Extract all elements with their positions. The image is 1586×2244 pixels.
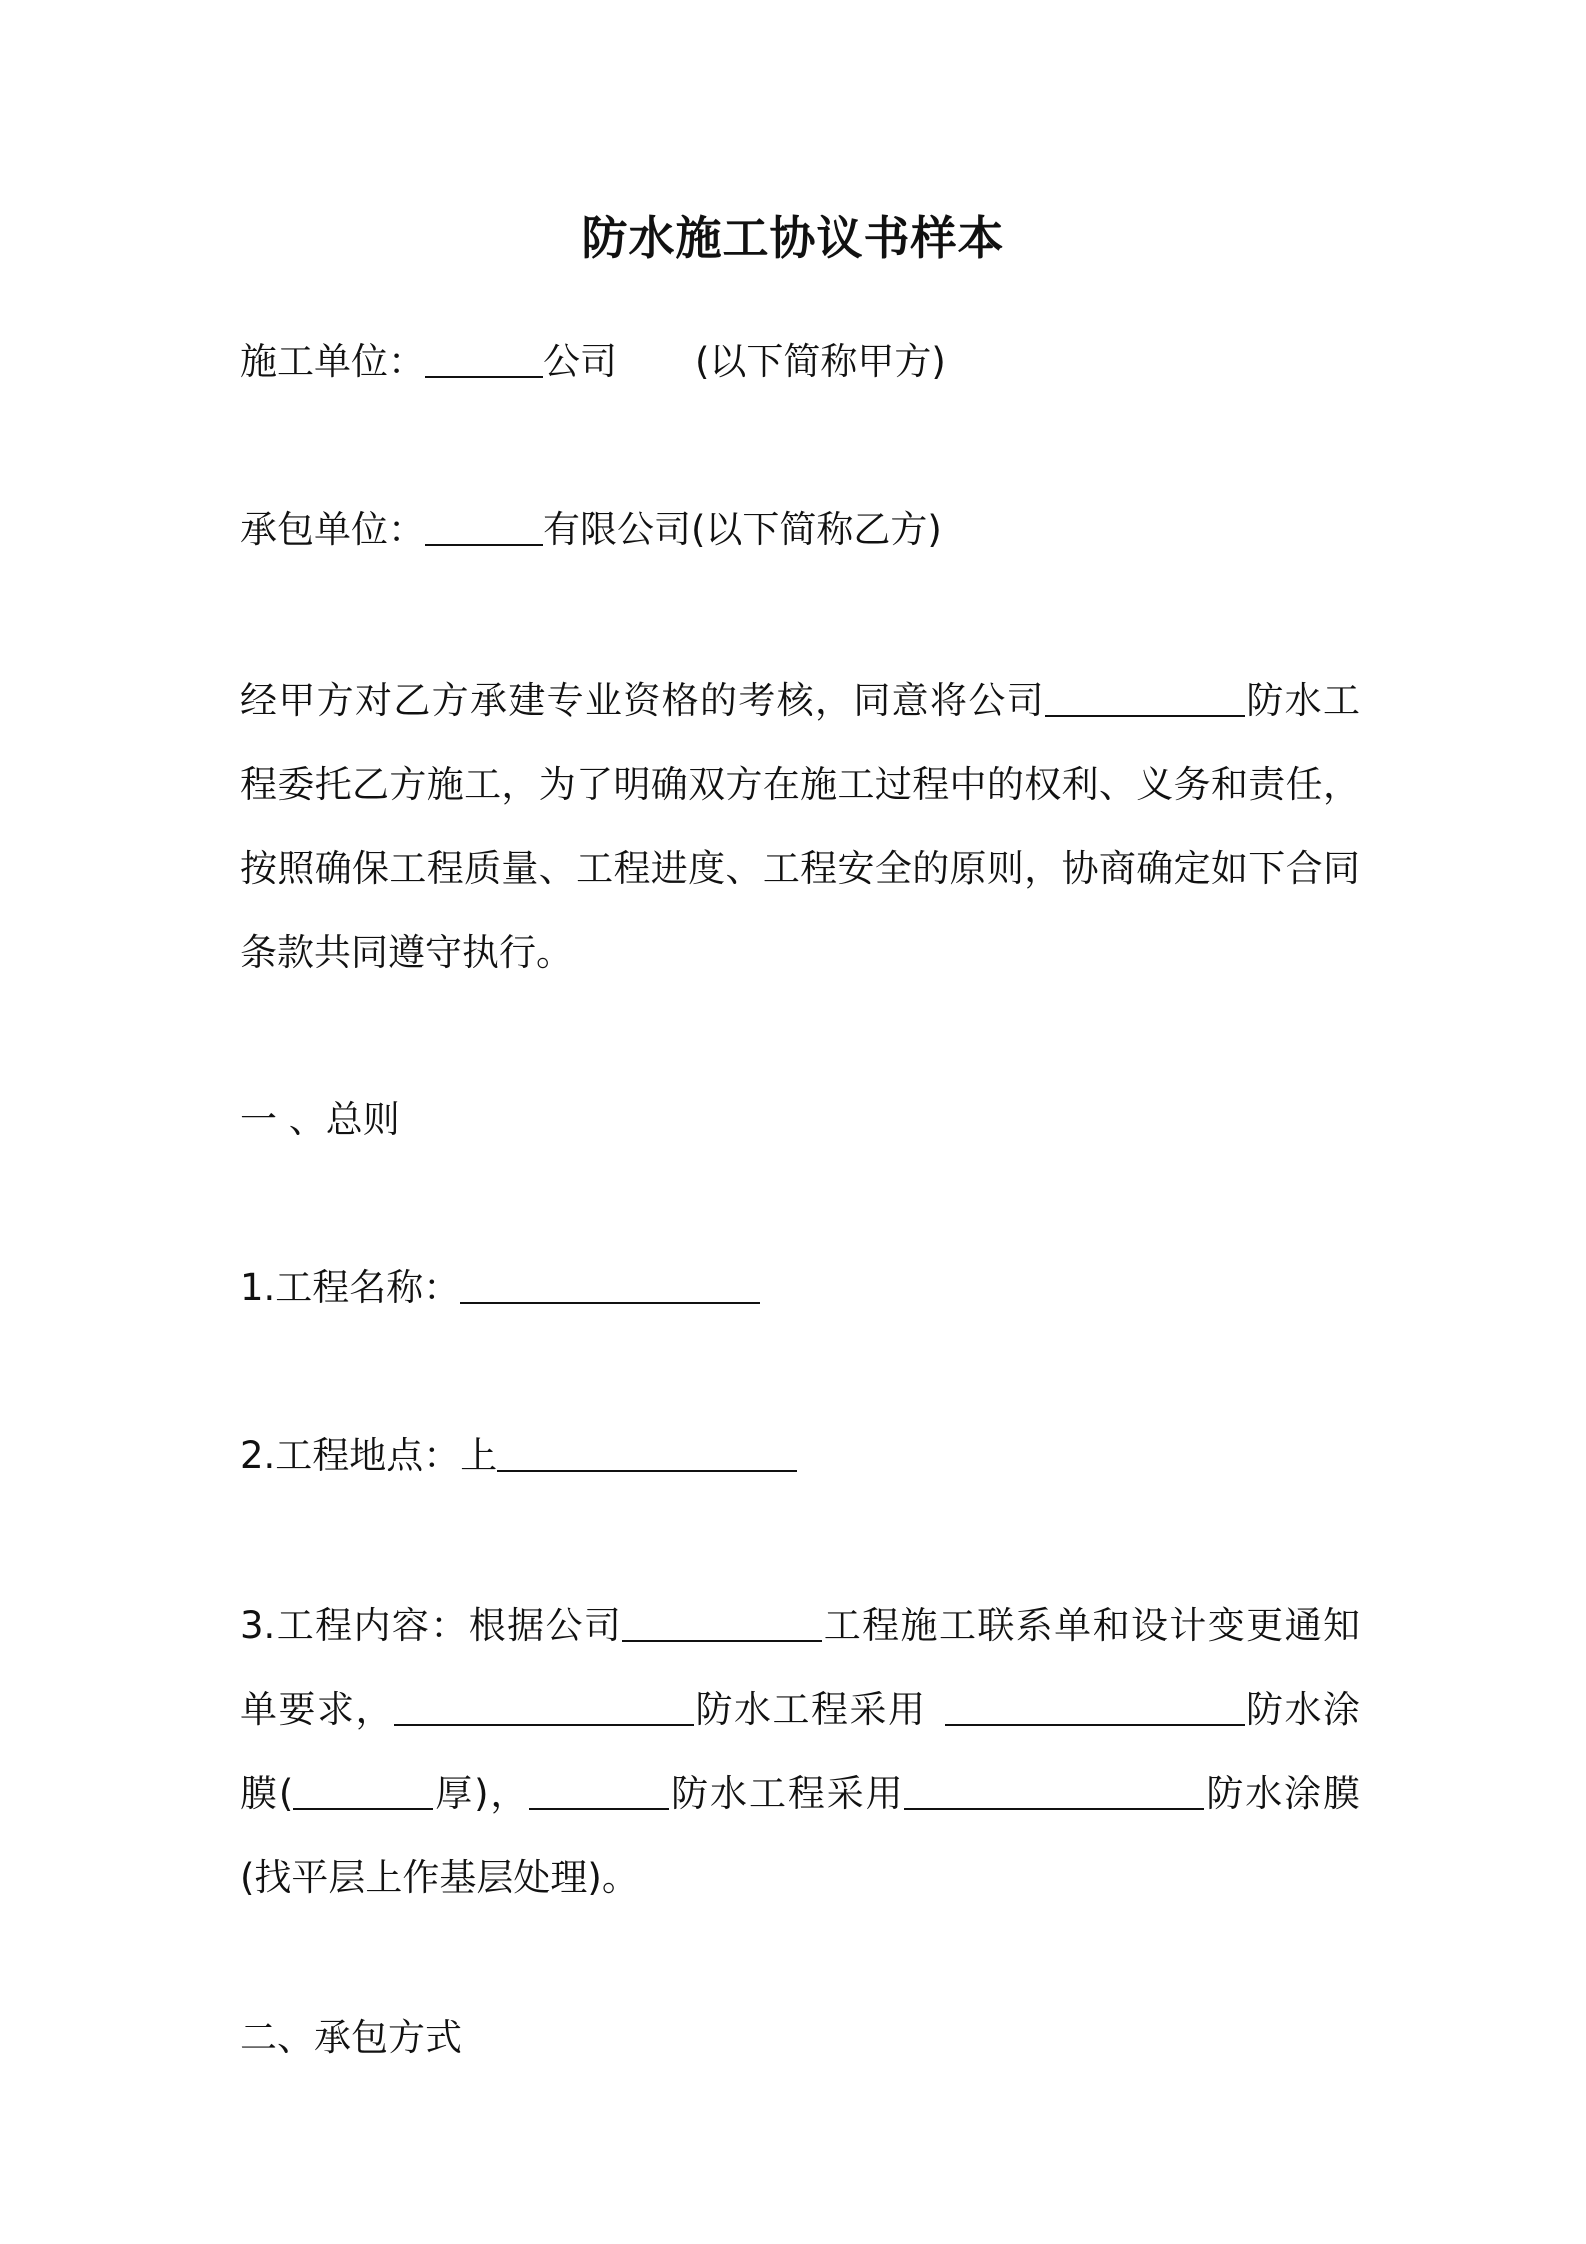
intro-row: 条款共同遵守执行。: [240, 931, 573, 974]
item3-row: [240, 1668, 1360, 1752]
intro-paragraph: [240, 659, 1360, 995]
item3-row: [240, 1752, 1360, 1836]
party-a-blank: [425, 340, 543, 378]
item2-label: 2.工程地点：上: [240, 1434, 498, 1477]
project-name-blank: [460, 1266, 760, 1304]
content-blank: [394, 1688, 694, 1726]
intro-row: [240, 659, 1360, 743]
item3-row: (找平层上作基层处理)。: [240, 1856, 639, 1899]
thickness-blank: [293, 1772, 433, 1810]
item3-text: 防水工程采用: [669, 1772, 905, 1815]
content-blank: [529, 1772, 669, 1810]
item1-label: 1.工程名称：: [240, 1266, 461, 1309]
party-b-label: 承包单位：: [240, 508, 425, 551]
section2-heading: 二、承包方式: [240, 2016, 462, 2059]
item3-text: 防水涂: [1244, 1688, 1360, 1731]
party-b-line: [240, 504, 1360, 556]
party-b-suffix: 有限公司(以下简称乙方): [543, 508, 942, 551]
item3-text: 防水工程采用: [694, 1688, 927, 1731]
intro-text: 经甲方对乙方承建专业资格的考核，同意将公司: [240, 679, 1045, 722]
section1-heading: 一 、总则: [240, 1098, 400, 1141]
intro-text: 防水工: [1245, 679, 1360, 722]
party-a-label: 施工单位：: [240, 340, 425, 383]
content-blank: [945, 1688, 1245, 1726]
item1-line: [240, 1262, 1360, 1314]
intro-row: 按照确保工程质量、工程进度、工程安全的原则，协商确定如下合同: [240, 847, 1360, 890]
party-a-note: (以下简称甲方): [695, 340, 946, 383]
item3-text: 防水涂膜: [1204, 1772, 1361, 1815]
item2-line: [240, 1430, 1360, 1482]
item3-text: 厚)，: [433, 1772, 530, 1815]
party-a-line: [240, 336, 1360, 388]
intro-row: 程委托乙方施工，为了明确双方在施工过程中的权利、义务和责任，: [240, 763, 1360, 806]
project-location-blank: [497, 1434, 797, 1472]
item3-row: [240, 1584, 1360, 1668]
item3-text: 工程施工联系单和设计变更通知: [822, 1604, 1360, 1647]
item3-text: 3.工程内容：根据公司: [240, 1604, 623, 1647]
content-blank: [904, 1772, 1204, 1810]
party-a-suffix: 公司: [543, 340, 617, 383]
content-blank: [622, 1604, 822, 1642]
item3-text: 膜(: [240, 1772, 294, 1815]
item3-text: 单要求，: [240, 1688, 394, 1731]
project-blank: [1045, 679, 1245, 717]
item3-paragraph: [240, 1584, 1360, 1920]
document-title: 防水施工协议书样本: [581, 211, 1005, 265]
party-b-blank: [425, 508, 543, 546]
